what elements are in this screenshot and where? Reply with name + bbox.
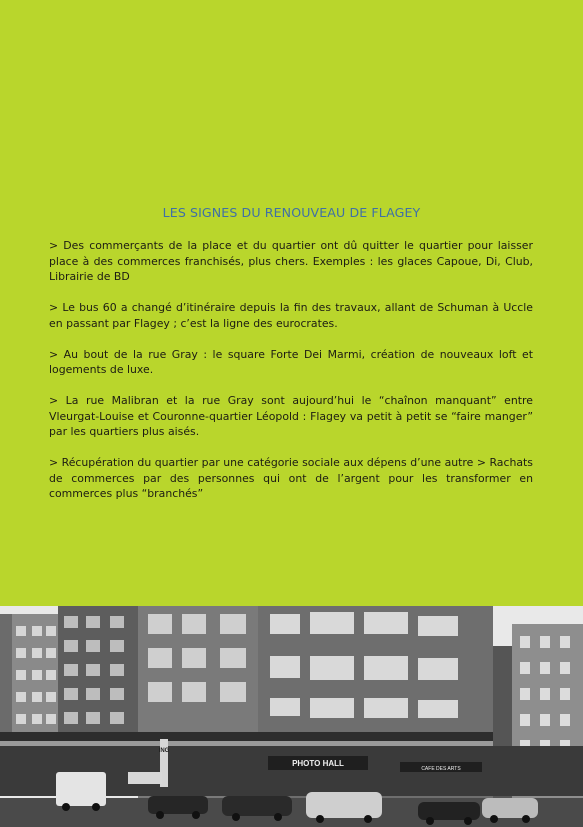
paragraph-recuperation: > Récupération du quartier par une catégorie sociale aux dépens d’une autre > Rachats de commerces par des personnes qui ont de l’argent pour les transformer en commerces plus “branchés” [49,456,533,500]
photo-hall-sign: PHOTO HALL [292,759,344,768]
paragraph-rue-malibran: > La rue Malibran et la rue Gray sont aujourd’hui le “chaînon manquant” entre Vleurgat-Louise et Couronne-quartier Léopold : Flagey va petit à petit se “faire manger” par les quartiers plus aisés. [49,394,533,438]
street-photo [0,606,583,827]
ing-banner: ING [158,748,170,754]
page-title: LES SIGNES DU RENOUVEAU DE FLAGEY [162,205,421,220]
paragraph-bus-60: > Le bus 60 a changé d’itinéraire depuis la fin des travaux, allant de Schuman à Uccle en passant par Flagey ; c’est la ligne des eurocrates. [49,301,533,330]
paragraph-rue-gray: > Au bout de la rue Gray : le square Forte Dei Marmi, création de nouveaux loft et logements de luxe. [49,347,533,376]
paragraph-franchises: > Des commerçants de la place et du quartier ont dû quitter le quartier pour laisser place à des commerces franchisés, plus chers. Exemples : les glaces Capoue, Di, Club, Librairie de BD [49,239,533,283]
body-text [49,238,533,517]
cafe-des-arts-sign: CAFE DES ARTS [421,766,461,772]
